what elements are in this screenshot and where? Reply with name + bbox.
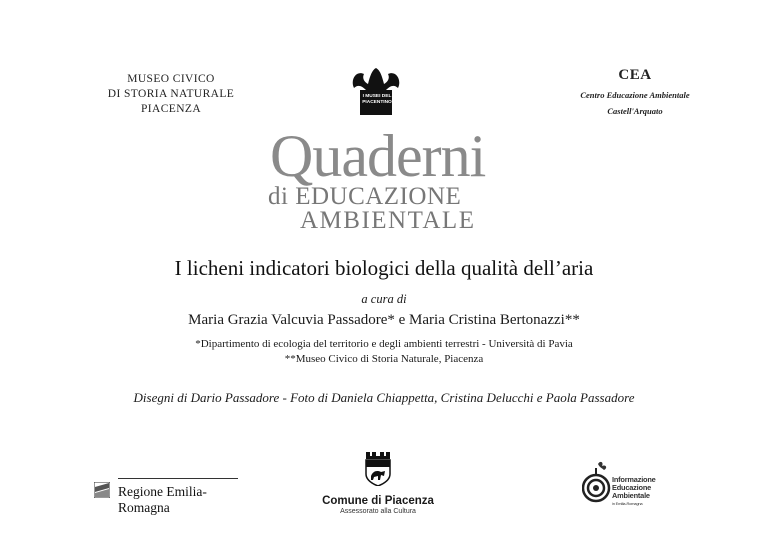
iea-line-2: Educazione xyxy=(612,483,652,492)
musei-logo-line-2: PIACENTINO xyxy=(362,100,392,105)
cea-acronym: CEA xyxy=(618,67,652,83)
iea-line-3: Ambientale xyxy=(612,491,650,500)
museum-line-2: DI STORIA NATURALE xyxy=(107,88,235,100)
museum-header xyxy=(96,72,246,117)
iea-line-1: Informazione xyxy=(612,475,656,484)
comune-name: Comune di Piacenza xyxy=(322,495,434,507)
credits: Disegni di Dario Passadore - Foto di Daniela Chiappetta, Cristina Delucchi e Paola Passadore xyxy=(133,390,635,405)
series-line-3: AMBIENTALE xyxy=(300,207,476,234)
regione-logo xyxy=(94,478,244,515)
affiliation-1: *Dipartimento di ecologia del territorio e degli ambienti terrestri - Università di Pavia xyxy=(195,338,573,350)
comune-logo xyxy=(318,452,438,515)
comune-sub: Assessorato alla Cultura xyxy=(340,508,416,515)
musei-logo-line-1: I MUSEI DEL xyxy=(362,94,392,99)
document-title: I licheni indicatori biologici della qualità dell’aria xyxy=(174,256,594,280)
affiliation-2: **Museo Civico di Storia Naturale, Piacenza xyxy=(284,353,484,365)
musei-piacentino-logo xyxy=(346,66,406,122)
series-title xyxy=(260,123,510,236)
authors: Maria Grazia Valcuvia Passadore* e Maria Cristina Bertonazzi** xyxy=(188,312,580,328)
spiral-leaf-icon xyxy=(582,460,612,508)
regione-flag-icon xyxy=(94,482,110,498)
museum-line-1: MUSEO CIVICO xyxy=(127,73,215,85)
iea-logo xyxy=(582,460,682,510)
series-line-2: di EDUCAZIONE xyxy=(268,183,462,210)
cea-header xyxy=(550,66,720,116)
museum-line-3: PIACENZA xyxy=(140,103,202,115)
cea-place: Castell'Arquato xyxy=(607,106,663,116)
edited-by-label: a cura di xyxy=(361,292,407,306)
regione-name: Regione Emilia-Romagna xyxy=(118,484,207,515)
cea-name: Centro Educazione Ambientale xyxy=(580,90,690,100)
series-line-1: Quaderni xyxy=(270,123,486,189)
iea-line-4: in Emilia-Romagna xyxy=(612,501,643,506)
coat-of-arms-icon xyxy=(363,452,393,486)
regione-rule xyxy=(118,478,238,479)
